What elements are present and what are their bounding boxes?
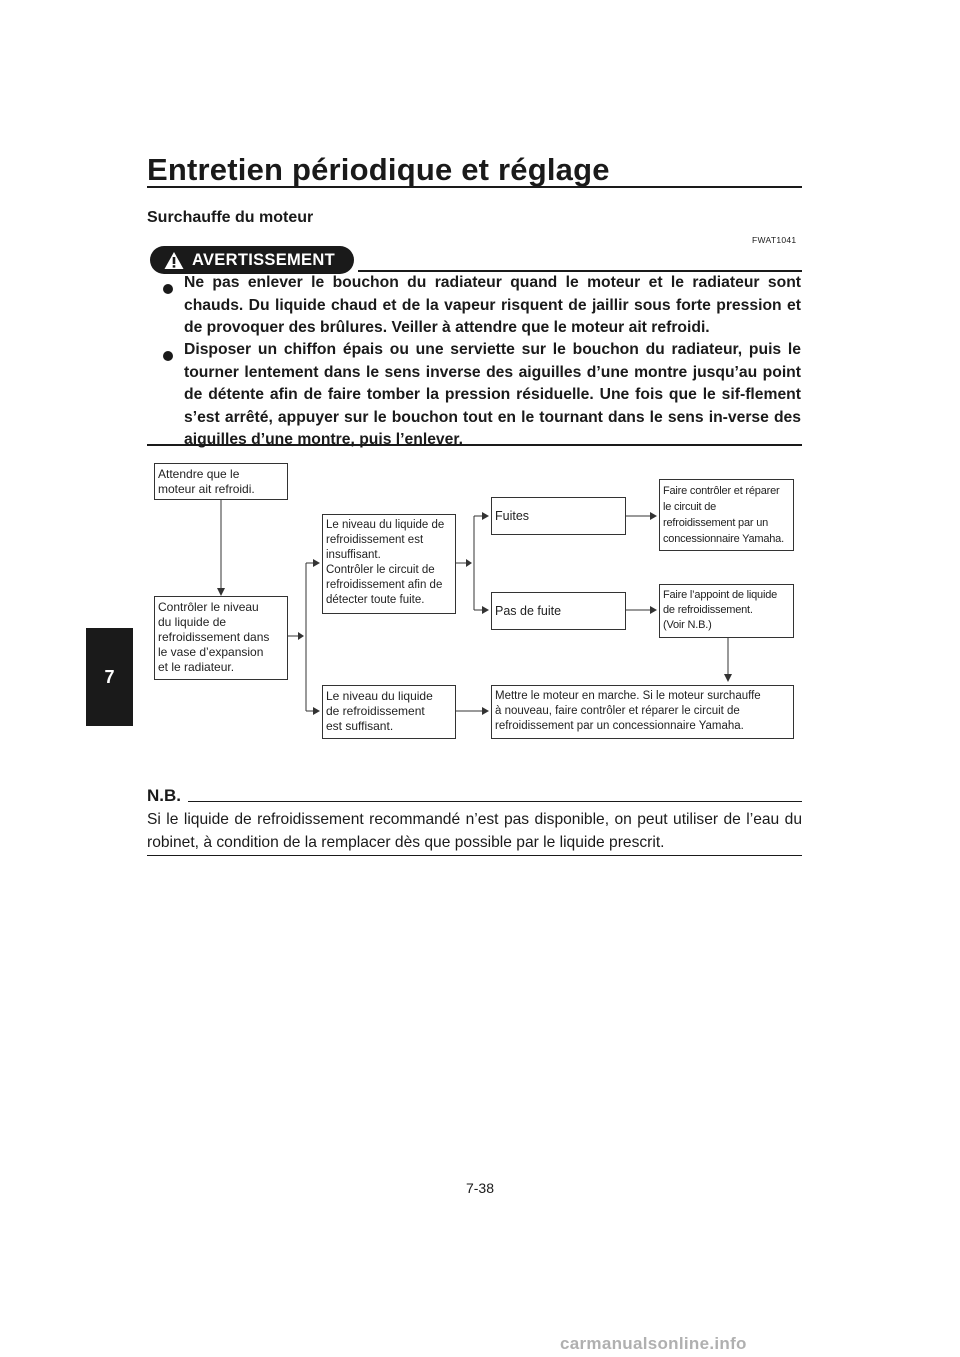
flow-text-line: est suffisant. [326,719,394,733]
flow-text-line: insuffisant. [326,549,381,561]
flow-box-top-up [659,584,794,638]
page-title: Entretien périodique et réglage [147,152,610,187]
flow-box-restart [491,685,794,739]
section-heading: Surchauffe du moteur [147,209,314,226]
flow-text-line: refroidissement par un concessionnaire Yamaha. [495,720,744,732]
note-rule [188,801,802,802]
flow-text-line: de refroidissement. [663,604,753,616]
note-heading: N.B. [147,786,181,805]
flow-text-line: à nouveau, faire contrôler et réparer le circuit de [495,705,740,717]
flow-text-line: concessionnaire Yamaha. [663,533,784,545]
flow-text-line: refroidissement dans [158,630,270,644]
page-number: 7-38 [465,1180,495,1196]
flow-box-check-level [154,596,288,680]
flow-text-line: Le niveau du liquide [326,689,433,703]
flow-text-line: Faire contrôler et réparer [663,485,780,497]
flow-text-line: refroidissement est [326,534,424,546]
flow-text-line: le circuit de [663,501,717,513]
flow-text-line: Mettre le moteur en marche. Si le moteur surchauffe [495,690,761,702]
flow-text-line: moteur ait refroidi. [158,482,255,496]
reference-code: FWAT1041 [752,235,797,245]
note-end-rule [147,855,802,856]
flow-text-line: de refroidissement [326,704,425,718]
flow-text-line: détecter toute fuite. [326,594,425,606]
flow-box-leaks [491,497,626,535]
flow-text-line: le vase d’expansion [158,645,264,659]
flow-text-line: Fuites [495,509,530,523]
flow-text-line: Faire l’appoint de liquide [663,589,778,601]
flow-text-line: et le radiateur. [158,660,235,674]
warning-item-1: Ne pas enlever le bouchon du radiateur quand le moteur et le radiateur sont chauds. Du liquide chaud et de la vapeur risquent de jaillir sous forte pression et de provoquer des brûlures. Veiller à attendre que le moteur ait refroidi. [184,274,801,336]
note-text: Si le liquide de refroidissement recommandé n’est pas disponible, on peut utiliser de l’eau du robinet, à condition de la remplacer dès que possible par le liquide prescrit. [147,811,802,851]
flow-box-level-ok [322,685,456,739]
flow-text-line: Contrôler le niveau [158,600,259,614]
flow-box-no-leak [491,592,626,630]
flow-text-line: refroidissement afin de [326,579,443,591]
flow-text-line: Contrôler le circuit de [326,564,435,576]
flow-box-level-low [322,514,456,614]
flow-box-wait-cool [154,463,288,500]
flow-text-line: Le niveau du liquide de [326,519,445,531]
watermark: carmanualsonline.info [560,1334,747,1353]
warning-item-2: Disposer un chiffon épais ou une serviette sur le bouchon du radiateur, puis le tourner lentement dans le sens inverse des aiguilles d’une montre jusqu’au point de détente afin de faire tomber la pression résiduelle. Une fois que le sif-flement s’est arrêté, appuyer sur le bouchon tout en le tournant dans le sens in-verse des aiguilles d’une montre, puis l’enlever. [184,341,801,448]
warning-label: AVERTISSEMENT [192,250,335,269]
chapter-tab: 7 [86,628,133,726]
flow-text-line: Pas de fuite [495,604,562,618]
flow-text-line: (Voir N.B.) [663,619,712,631]
flow-text-line: Attendre que le [158,467,240,481]
flow-text-line: du liquide de [158,615,227,629]
flow-box-dealer-repair [659,479,794,551]
flow-text-line: refroidissement par un [663,517,769,529]
